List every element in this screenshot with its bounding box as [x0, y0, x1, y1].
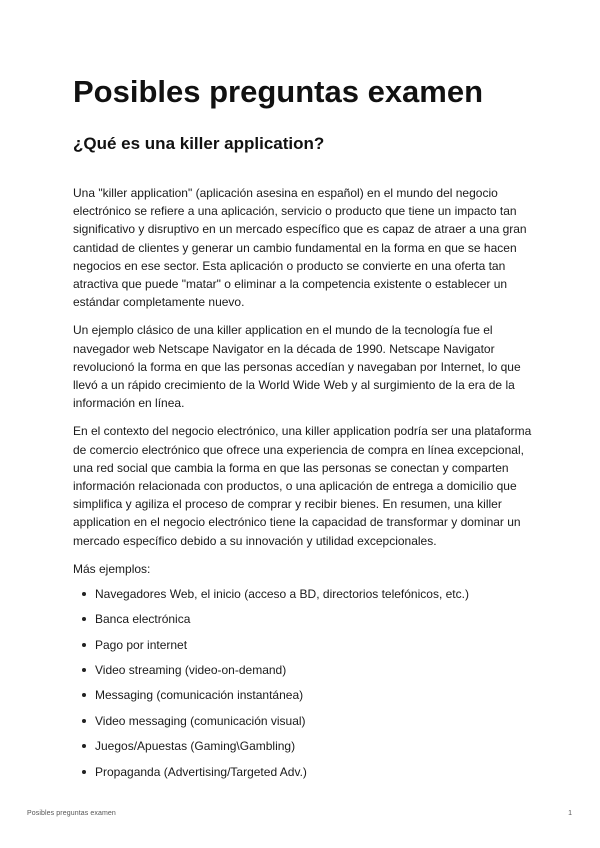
list-item: [95, 585, 535, 610]
list-item-text: Pago por internet: [95, 637, 188, 652]
bullet-icon: [82, 617, 86, 621]
examples-list: [73, 585, 535, 788]
examples-intro: Más ejemplos:: [73, 561, 151, 576]
list-item: [95, 686, 535, 711]
list-item: [95, 610, 535, 635]
list-item-text: Banca electrónica: [95, 612, 191, 627]
paragraph-context: En el contexto del negocio electrónico, una killer application podría ser una plataforma de comercio electrónico que ofrece una experiencia de compra en línea excepcional, una red social que cambia la forma en que las personas se conectan y comparten información relacionada con productos, o una aplicación de entrega a domicilio que simplifica y agiliza el proceso de comprar y recibir bienes. En resumen, una killer application en el negocio electrónico tiene la capacidad de transformar y dominar un mercado específico debido a su innovación y utilidad excepcionales.: [73, 424, 532, 548]
list-item: [95, 661, 535, 686]
section-heading: ¿Qué es una killer application?: [73, 134, 325, 153]
bullet-icon: [82, 719, 86, 723]
bullet-icon: [82, 592, 86, 596]
footer-running-title: Posibles preguntas examen: [27, 810, 116, 817]
list-item: [95, 712, 535, 737]
page-title: Posibles preguntas examen: [73, 74, 484, 109]
list-item-text: Video messaging (comunicación visual): [95, 713, 306, 728]
list-item: [95, 636, 535, 661]
list-item-text: Messaging (comunicación instantánea): [95, 688, 304, 703]
bullet-icon: [82, 693, 86, 697]
list-item: [95, 763, 535, 788]
list-item-text: Juegos/Apuestas (Gaming\Gambling): [95, 739, 296, 754]
list-item: [95, 737, 535, 762]
bullet-icon: [82, 770, 86, 774]
bullet-icon: [82, 668, 86, 672]
document-body: [73, 184, 535, 788]
bullet-icon: [82, 643, 86, 647]
paragraph-definition: Una "killer application" (aplicación asesina en español) en el mundo del negocio electrónico se refiere a una aplicación, servicio o producto que tiene un impacto tan significativo y disruptivo en un mercado específico que es capaz de atraer a una gran cantidad de clientes y generar un cambio fundamental en la forma en que se hacen negocios en ese sector. Esta aplicación o producto se convierte en una oferta tan atractiva que puede "matar" o eliminar a la competencia existente o establecer un estándar completamente nuevo.: [73, 186, 527, 310]
paragraph-example: Un ejemplo clásico de una killer application en el mundo de la tecnología fue el navegador web Netscape Navigator en la década de 1990. Netscape Navigator revolucionó la forma en que las personas accedían y navegaban por Internet, lo que llevó a un rápido crecimiento de la World Wide Web y al surgimiento de la era de la información en línea.: [73, 323, 521, 411]
list-item-text: Navegadores Web, el inicio (acceso a BD, directorios telefónicos, etc.): [95, 586, 469, 601]
list-item-text: Video streaming (video-on-demand): [95, 663, 287, 678]
footer-page-number: 1: [568, 810, 572, 817]
list-item-text: Propaganda (Advertising/Targeted Adv.): [95, 764, 307, 779]
bullet-icon: [82, 744, 86, 748]
